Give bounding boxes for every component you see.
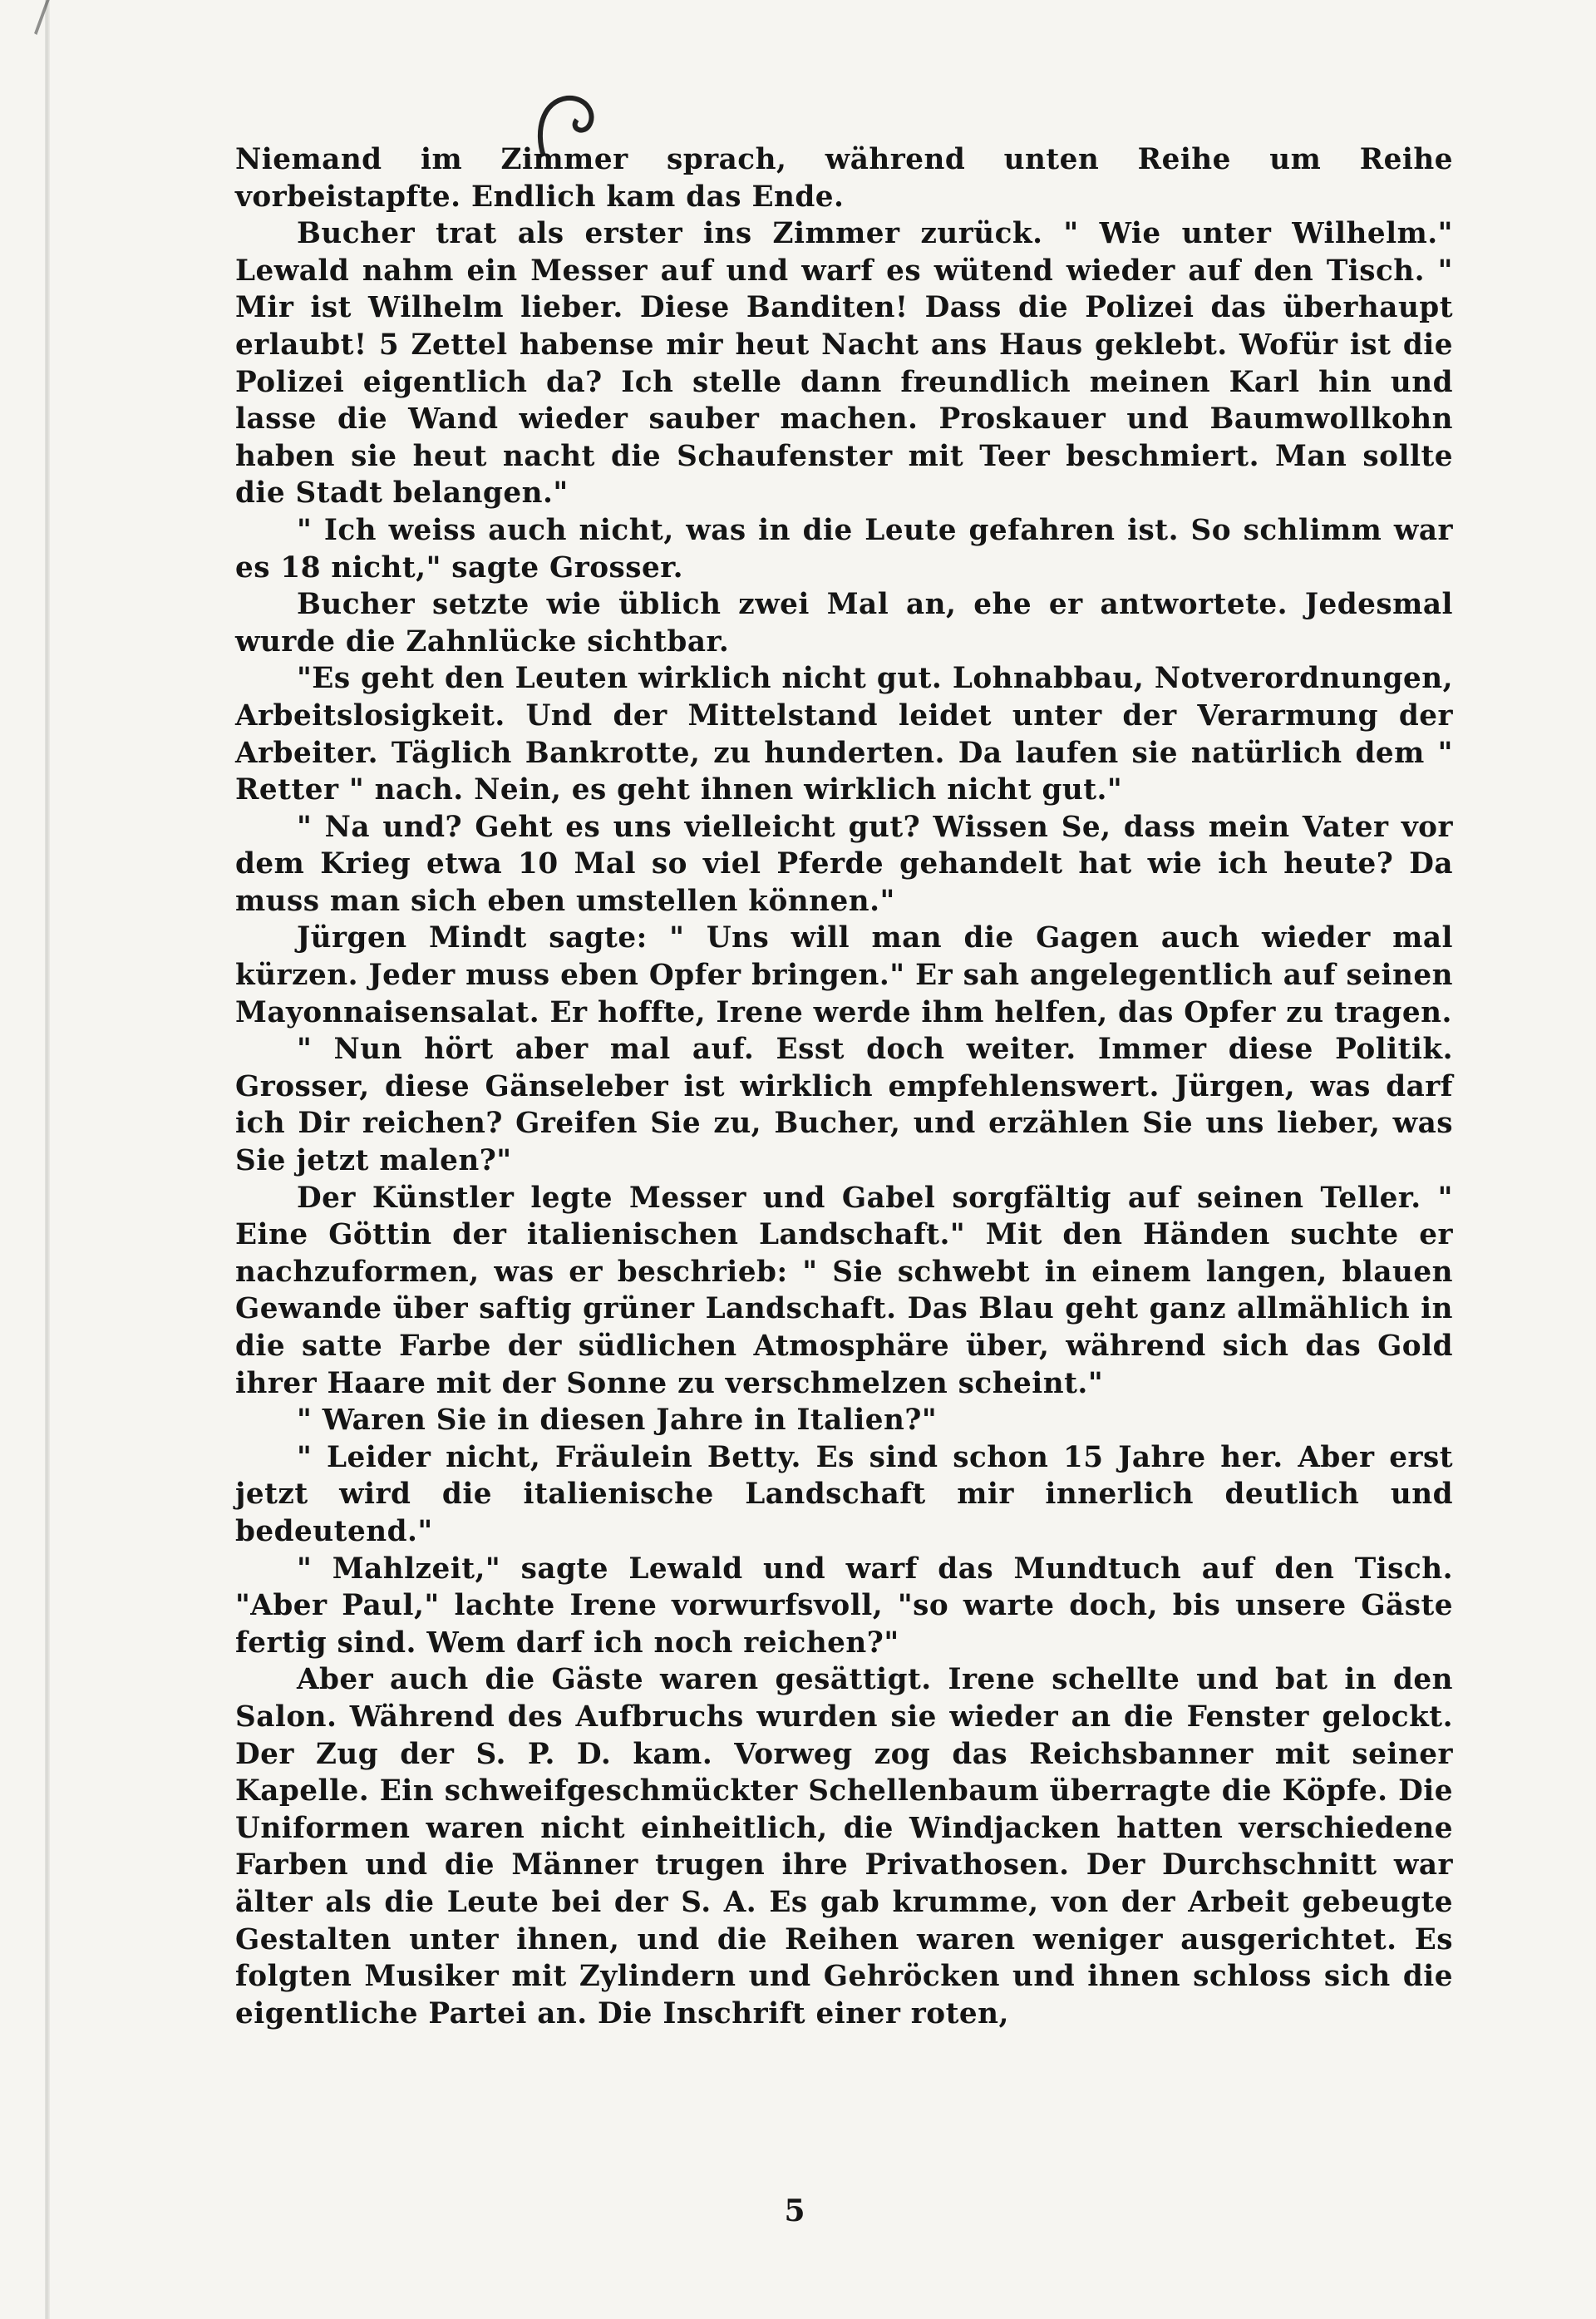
paragraph: " Nun hört aber mal auf. Esst doch weiter. Immer diese Politik. Grosser, diese Gänseleber ist wirklich empfehlenswert. Jürgen, was darf ich Dir reichen? Greifen Sie zu, Bucher, und erzählen Sie uns lieber, was Sie jetzt malen?" [235, 1033, 1453, 1178]
paragraph: Aber auch die Gäste waren gesättigt. Irene schellte und bat in den Salon. Während des Aufbruchs wurden sie wieder an die Fenster gelockt. Der Zug der S. P. D. kam. Vorweg zog das Reichsbanner mit seiner Kapelle. Ein schweifgeschmückter Schellenbaum überragte die Köpfe. Die Uniformen waren nicht einheitlich, die Windjacken hatten verschiedene Farben und die Männer trugen ihre Privathosen. Der Durchschnitt war älter als die Leute bei der S. A. Es gab krumme, von der Arbeit gebeugte Gestalten unter ihnen, und die Reihen waren weniger ausgerichtet. Es folgten Musiker mit Zylindern und Gehröcken und ihnen schloss sich die eigentliche Partei an. Die Inschrift einer roten, [235, 1663, 1453, 2030]
paragraph: Bucher setzte wie üblich zwei Mal an, ehe er antwortete. Jedesmal wurde die Zahnlücke sichtbar. [235, 588, 1453, 659]
paragraph: Der Künstler legte Messer und Gabel sorgfältig auf seinen Teller. " Eine Göttin der italienischen Landschaft." Mit den Händen suchte er nachzuformen, was er beschrieb: " Sie schwebt in einem langen, blauen Gewande über saftig grüner Landschaft. Das Blau geht ganz allmählich in die satte Farbe der südlichen Atmosphäre über, während sich das Gold ihrer Haare mit der Sonne zu verschmelzen scheint." [235, 1181, 1453, 1400]
scan-corner-mark [0, 0, 50, 35]
page-number: 5 [784, 2193, 805, 2228]
body-text [235, 141, 1453, 2032]
paragraph: " Ich weiss auch nicht, was in die Leute gefahren ist. So schlimm war es 18 nicht," sagte Grosser. [235, 513, 1453, 585]
paragraph: " Waren Sie in diesen Jahre in Italien?" [297, 1404, 938, 1438]
paragraph: Bucher trat als erster ins Zimmer zurück. " Wie unter Wilhelm." Lewald nahm ein Messer auf und warf es wütend wieder auf den Tisch. " Mir ist Wilhelm lieber. Diese Banditen! Dass die Polizei das überhaupt erlaubt! 5 Zettel habense mir heut Nacht ans Haus geklebt. Wofür ist die Polizei eigentlich da? Ich stelle dann freundlich meinen Karl hin und lasse die Wand wieder sauber machen. Proskauer und Baumwollkohn haben sie heut nacht die Schaufenster mit Teer beschmiert. Man sollte die Stadt belangen." [235, 217, 1453, 511]
paragraph: Niemand im Zimmer sprach, während unten Reihe um Reihe vorbeistapfte. Endlich kam das Ende. [235, 143, 1453, 214]
paragraph: " Na und? Geht es uns vielleicht gut? Wissen Se, dass mein Vater vor dem Krieg etwa 10 Mal so viel Pferde gehandelt hat wie ich heute? Da muss man sich eben umstellen können." [235, 810, 1453, 918]
paragraph: " Mahlzeit," sagte Lewald und warf das Mundtuch auf den Tisch. "Aber Paul," lachte Irene vorwurfsvoll, "so warte doch, bis unsere Gäste fertig sind. Wem darf ich noch reichen?" [235, 1552, 1453, 1660]
paragraph: Jürgen Mindt sagte: " Uns will man die Gagen auch wieder mal kürzen. Jeder muss eben Opfer bringen." Er sah angelegentlich auf seinen Mayonnaisensalat. Er hoffte, Irene werde ihm helfen, das Opfer zu tragen. [235, 921, 1453, 1029]
paragraph: " Leider nicht, Fräulein Betty. Es sind schon 15 Jahre her. Aber erst jetzt wird die italienische Landschaft mir innerlich deutlich und bedeutend." [235, 1440, 1453, 1548]
scan-binding-edge [45, 0, 50, 2319]
paragraph: "Es geht den Leuten wirklich nicht gut. Lohnabbau, Notverordnungen, Arbeitslosigkeit. Und der Mittelstand leidet unter der Verarmung der Arbeiter. Täglich Bankrotte, zu hunderten. Da laufen sie natürlich dem " Retter " nach. Nein, es geht ihnen wirklich nicht gut." [235, 662, 1453, 807]
